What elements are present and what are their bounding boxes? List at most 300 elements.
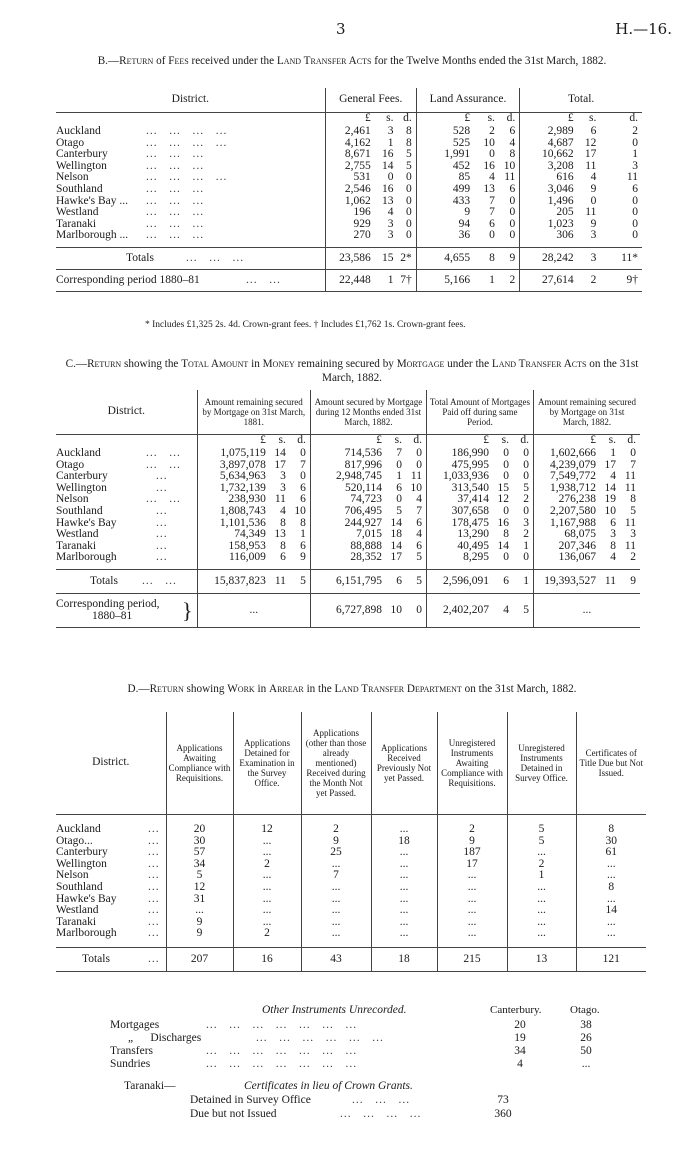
pounds: 74,723	[350, 493, 382, 506]
assurance-shillings: 8	[489, 252, 495, 265]
district-cell	[56, 230, 325, 242]
district-name: Hawke's Bay	[56, 892, 117, 905]
value-cell: ...	[507, 894, 576, 906]
value-cell: ...	[233, 882, 301, 894]
secured-during	[310, 552, 426, 564]
leader-dots: ... ... ...	[186, 252, 245, 265]
leader-dots: ...	[148, 904, 160, 917]
canterbury-value: 34	[514, 1045, 526, 1057]
value-cell: 30	[576, 836, 646, 848]
total-pounds: 3,208	[520, 161, 574, 173]
table-d-title: D.—Return showing Work in Arrear in the Land Transfer Department on the 31st March, 1882.	[127, 683, 577, 695]
col-canterbury: Canterbury.	[490, 1004, 542, 1016]
general-pence: 0	[406, 217, 412, 230]
pounds: 88,888	[350, 539, 382, 552]
pence: 5	[300, 575, 306, 588]
unit-pence: d.	[506, 112, 516, 125]
pounds: 6,151,795	[335, 575, 382, 588]
value-cell: 31	[166, 894, 233, 906]
pence: 6	[300, 481, 306, 494]
unit-row	[197, 434, 310, 448]
district-name: Canterbury	[56, 148, 108, 161]
leader-dots: ...	[156, 470, 168, 483]
secured-during	[310, 594, 426, 628]
table-row	[56, 905, 646, 917]
shillings: 1	[610, 447, 616, 459]
table-row	[56, 870, 646, 882]
value-cell: 7	[301, 870, 371, 882]
value-cell: 187	[437, 847, 507, 859]
general-shillings: 13	[381, 194, 394, 207]
district-name: Taranaki	[56, 217, 97, 230]
district-name: Otago	[56, 458, 85, 471]
shillings: 10	[604, 504, 616, 517]
district-name: Westland	[56, 206, 99, 219]
value-cell: ...	[301, 928, 371, 940]
table-row	[56, 836, 646, 848]
table-row	[56, 847, 646, 859]
pounds: £	[376, 434, 382, 447]
totals-row	[56, 248, 642, 270]
total-pence: 9†	[626, 274, 638, 287]
totals-row	[56, 948, 646, 972]
amount-1881	[197, 448, 310, 460]
blank	[56, 434, 197, 448]
pence: 6	[416, 516, 422, 529]
otago-value: 38	[580, 1019, 592, 1031]
district-name: Westland	[56, 528, 99, 541]
pounds: 1,101,536	[219, 516, 266, 529]
total-shillings: 11	[585, 206, 597, 219]
total-pence: 11*	[621, 252, 638, 265]
leader-dots: ... ... ... ...	[340, 1108, 422, 1120]
shillings: 6	[396, 575, 402, 588]
col-unreg-awaiting: Unregistered Instruments Awaiting Compliance with Requisitions.	[441, 737, 503, 788]
table-row	[56, 161, 642, 173]
total-pounds: 2,989	[520, 126, 574, 138]
shillings: 4	[503, 604, 509, 617]
pence: 7	[630, 458, 636, 471]
leader-dots: ...	[156, 516, 168, 529]
value-cell: 9	[437, 836, 507, 848]
assurance-pence: 8	[509, 148, 516, 161]
pence: 8	[300, 516, 306, 529]
shillings: 0	[396, 458, 402, 471]
assurance-shillings: 7	[489, 206, 495, 219]
leader-dots: ... ... ... ... ... ... ...	[206, 1058, 358, 1070]
leader-dots: ... ... ... ...	[146, 136, 228, 149]
general-pounds: 1,062	[325, 196, 371, 208]
pence: 9	[300, 551, 306, 564]
pence: 2	[523, 528, 529, 541]
pence: 0	[416, 458, 422, 471]
leader-dots: ...	[156, 481, 168, 494]
general-pence: 7†	[400, 274, 412, 287]
value-cell: 34	[166, 859, 233, 871]
leader-dots: ... ... ...	[146, 182, 205, 195]
shillings: 11	[274, 493, 286, 506]
col-received-previously: Applications Received Previously Not yet Passed.	[376, 742, 432, 783]
total-pence: 0	[632, 217, 638, 230]
spacer	[576, 940, 646, 948]
pence: 11	[624, 470, 636, 483]
canterbury-value: 19	[514, 1032, 526, 1044]
leader-dots: ... ... ... ... ... ... ...	[206, 1045, 358, 1057]
table-row	[56, 184, 642, 196]
value-cell: ...	[371, 894, 437, 906]
assurance-shillings: 2	[489, 125, 495, 137]
value-cell: ...	[437, 882, 507, 894]
col-district: District.	[171, 92, 210, 105]
assurance-pounds: 36	[416, 230, 470, 242]
totals-row	[56, 570, 640, 594]
total-cell: 207	[166, 948, 233, 972]
table-row	[56, 207, 642, 219]
leader-dots: ... ... ...	[146, 148, 205, 161]
unit-row	[310, 434, 426, 448]
district-name: Auckland	[56, 447, 101, 459]
total-pounds: 1,496	[520, 196, 574, 208]
value-cell: 9	[166, 928, 233, 940]
leader-dots: ... ... ...	[146, 229, 205, 242]
shillings: 14	[497, 539, 509, 552]
table-row	[56, 882, 646, 894]
shillings: 17	[604, 458, 616, 471]
leader-dots: ...	[148, 880, 160, 893]
table-b	[56, 88, 642, 292]
pence: 0	[523, 458, 529, 471]
col-amount-1882: Amount remaining secured by Mortgage on 31st March, 1882.	[537, 396, 636, 427]
leader-dots: ...	[156, 539, 168, 552]
leader-dots: ...	[156, 551, 168, 564]
shillings: 12	[497, 493, 509, 506]
pence: 2	[523, 493, 529, 506]
taranaki-label: Taranaki—	[124, 1080, 176, 1092]
table-d	[56, 712, 646, 972]
instrument-label: Sundries	[110, 1058, 151, 1070]
table-row	[56, 529, 640, 541]
secured-during	[310, 529, 426, 541]
table-b-title: B.—Return of Fees received under the Land Transfer Acts for the Twelve Months ended the 31st March, 1882.	[97, 55, 607, 67]
pounds: 7,015	[356, 528, 382, 541]
pence: 0	[630, 447, 636, 459]
assurance-shillings: 10	[483, 136, 495, 149]
leader-dots: ... ... ...	[352, 1094, 411, 1106]
value-cell: ...	[233, 870, 301, 882]
table-row	[56, 483, 640, 495]
shillings: 0	[503, 470, 509, 483]
pence: d.	[297, 434, 306, 447]
pounds: 28,352	[350, 551, 382, 564]
otago-value: ...	[581, 1058, 591, 1070]
general-shillings: 14	[381, 159, 394, 172]
col-general-fees: General Fees.	[325, 88, 416, 112]
pence: 1	[300, 528, 306, 541]
general-pounds: 23,586	[325, 248, 371, 270]
value-cell: 5	[166, 870, 233, 882]
pounds: 244,927	[344, 516, 382, 529]
general-pounds: 8,671	[325, 149, 371, 161]
pounds: 19,393,527	[544, 575, 596, 588]
shillings: 14	[274, 447, 286, 459]
pounds: £	[260, 434, 266, 447]
certificate-value: 73	[497, 1094, 509, 1106]
row-label: Totals	[90, 575, 118, 588]
district-name: Marlborough	[56, 927, 117, 940]
general-shillings: 15	[381, 252, 394, 265]
total-pence: 0	[632, 194, 638, 207]
assurance-shillings: 0	[489, 148, 495, 161]
otago-value: 50	[580, 1045, 592, 1057]
spacer	[371, 940, 437, 948]
table-row	[56, 824, 646, 836]
assurance-pounds: 85	[416, 172, 470, 184]
shillings: 15	[497, 481, 509, 494]
canterbury-value: 20	[514, 1019, 526, 1031]
unit-shillings: s.	[589, 112, 597, 125]
total-shillings: 9	[590, 182, 597, 195]
leader-dots: ...	[148, 869, 160, 882]
shillings: s.	[278, 434, 286, 447]
assurance-pence: 0	[509, 206, 516, 219]
unit-row	[533, 434, 640, 448]
value-cell: ...	[507, 905, 576, 917]
total-shillings: 2	[590, 274, 597, 287]
total-pounds: 4,687	[520, 138, 574, 150]
general-shillings: 3	[387, 125, 394, 137]
secured-during	[310, 448, 426, 460]
shillings: 4	[610, 470, 616, 483]
table-row	[56, 219, 642, 231]
total-cell: 18	[371, 948, 437, 972]
pounds: 74,349	[234, 528, 266, 541]
district-name: Hawke's Bay ...	[56, 194, 129, 207]
paid-off	[426, 594, 533, 628]
district-name: Nelson	[56, 493, 89, 506]
value-cell: 2	[437, 824, 507, 836]
paid-off	[426, 506, 533, 518]
shillings: 0	[503, 504, 509, 517]
certificate-label: Detained in Survey Office	[190, 1094, 311, 1106]
pence: 3	[523, 516, 529, 529]
value-cell: ...	[371, 905, 437, 917]
general-pence: 8	[406, 125, 412, 137]
district-cell	[56, 506, 197, 518]
value-cell: ...	[371, 824, 437, 836]
shillings: 4	[610, 551, 616, 564]
pence: 5	[416, 551, 422, 564]
total-shillings: 3	[590, 229, 597, 242]
pounds: 817,996	[344, 458, 382, 471]
general-pence: 0	[406, 194, 412, 207]
value-cell: 57	[166, 847, 233, 859]
value-cell: 2	[301, 824, 371, 836]
shillings: 6	[396, 481, 402, 494]
pence: 11	[624, 516, 636, 529]
pounds: 2,596,091	[442, 575, 489, 588]
total-pence: 0	[632, 136, 638, 149]
table-row	[56, 894, 646, 906]
district-name: Taranaki	[56, 539, 97, 552]
col-district: District.	[107, 404, 145, 417]
assurance-pence: 6	[509, 125, 516, 137]
total-pounds: 616	[520, 172, 574, 184]
leader-dots: ...	[148, 857, 160, 870]
general-pence: 5	[406, 159, 412, 172]
row-label-cell	[56, 248, 325, 270]
leader-dots: ...	[156, 528, 168, 541]
col-received-month: Applications (other than those already mentioned) Received during the Month Not yet Passed.	[305, 727, 367, 798]
shillings: 14	[604, 481, 616, 494]
assurance-pounds: 452	[416, 161, 470, 173]
pounds: 1,167,988	[550, 516, 596, 529]
amount-1881	[197, 506, 310, 518]
value-cell: 12	[166, 882, 233, 894]
blank	[56, 112, 325, 126]
leader-dots: ... ... ... ... ... ... ...	[206, 1019, 358, 1031]
amount-1881	[197, 570, 310, 594]
shillings: 4	[280, 504, 286, 517]
district-name: Otago	[56, 136, 85, 149]
general-pence: 0	[406, 229, 412, 242]
shillings: 18	[390, 528, 402, 541]
corresponding-row	[56, 270, 642, 292]
canterbury-value: 4	[517, 1058, 523, 1070]
assurance-pence: 11	[504, 171, 516, 184]
spacer	[437, 940, 507, 948]
general-shillings: 4	[387, 206, 394, 219]
pence: 0	[300, 447, 306, 459]
col-secured-during: Amount secured by Mortgage during 12 Months ended 31st March, 1882.	[314, 396, 423, 427]
district-name: Nelson	[56, 171, 89, 184]
leader-dots: ... ...	[146, 447, 181, 459]
col-land-assurance: Land Assurance.	[416, 88, 520, 112]
assurance-shillings: 4	[489, 171, 495, 184]
total-shillings: 3	[590, 252, 597, 265]
pence: 1	[523, 539, 529, 552]
unit-pounds: £	[325, 112, 371, 126]
leader-dots: ... ... ...	[146, 159, 205, 172]
district-name: Taranaki	[56, 915, 97, 928]
table-row	[56, 126, 642, 138]
value-cell: ...	[166, 905, 233, 917]
total-shillings: 9	[590, 217, 597, 230]
row-label: Totals	[82, 953, 110, 966]
pounds: 2,207,580	[550, 504, 596, 517]
value-cell: ...	[437, 870, 507, 882]
pounds: 1,938,712	[550, 481, 596, 494]
general-shillings: 3	[387, 229, 394, 242]
assurance-shillings: 7	[489, 194, 495, 207]
assurance-shillings: 0	[489, 229, 495, 242]
assurance-pence: 9	[509, 252, 516, 265]
district-name: Canterbury	[56, 470, 108, 483]
district-cell	[56, 928, 166, 940]
instrument-label: „ Discharges	[128, 1032, 202, 1044]
pounds: 4,239,079	[550, 458, 596, 471]
value-cell: 18	[371, 836, 437, 848]
district-cell	[56, 529, 197, 541]
pence: 9	[630, 575, 636, 588]
document-code: H.—16.	[615, 20, 672, 38]
unit-pence: d.	[629, 112, 638, 125]
value-cell: ...	[437, 928, 507, 940]
pounds: 186,990	[451, 447, 489, 459]
shillings: 11	[604, 575, 616, 588]
pounds: 158,953	[228, 539, 266, 552]
district-name: Otago...	[56, 834, 93, 847]
shillings: 19	[604, 493, 616, 506]
secured-during	[310, 506, 426, 518]
district-name: Southland	[56, 504, 103, 517]
amount-1882	[533, 552, 640, 564]
value-cell: 9	[301, 836, 371, 848]
assurance-pounds: 9	[416, 207, 470, 219]
pence: 0	[300, 470, 306, 483]
shillings: 11	[274, 575, 286, 588]
shillings: 14	[390, 516, 402, 529]
table-row	[56, 917, 646, 929]
value-cell: ...	[301, 917, 371, 929]
table-row	[56, 552, 640, 564]
pounds: 313,540	[451, 481, 489, 494]
spacer	[56, 940, 166, 948]
value-cell: 2	[507, 859, 576, 871]
pence: 7	[300, 458, 306, 471]
unit-pence: d.	[403, 112, 412, 125]
total-cell: 16	[233, 948, 301, 972]
shillings: 6	[280, 551, 286, 564]
leader-dots: ... ... ...	[146, 206, 205, 219]
value-cell: 20	[166, 824, 233, 836]
general-shillings: 16	[381, 182, 394, 195]
pounds: 40,495	[457, 539, 489, 552]
general-shillings: 3	[387, 217, 394, 230]
shillings: 6	[610, 516, 616, 529]
general-pounds: 270	[325, 230, 371, 242]
general-pounds: 2,461	[325, 126, 371, 138]
assurance-pence: 10	[503, 159, 516, 172]
pence: 10	[294, 504, 306, 517]
shillings: s.	[608, 434, 616, 447]
leader-dots: ... ...	[146, 493, 181, 506]
value-cell: ...	[576, 870, 646, 882]
total-cell: 43	[301, 948, 371, 972]
pounds: 1,602,666	[550, 447, 596, 459]
pounds: 136,067	[558, 551, 596, 564]
district-name: Wellington	[56, 159, 107, 172]
table-row	[56, 541, 640, 553]
spacer	[166, 940, 233, 948]
assurance-pence: 2	[509, 274, 516, 287]
assurance-shillings: 13	[483, 182, 495, 195]
pounds: 238,930	[228, 493, 266, 506]
shillings: 6	[503, 575, 509, 588]
page-number: 3	[336, 20, 346, 38]
pence: 1	[523, 575, 529, 588]
assurance-pence: 0	[509, 194, 516, 207]
pounds: 15,837,823	[214, 575, 266, 588]
value-cell: ...	[371, 870, 437, 882]
shillings: 16	[497, 516, 509, 529]
shillings: 13	[274, 528, 286, 541]
unit-shillings: s.	[487, 112, 495, 125]
other-instruments-title: Other Instruments Unrecorded.	[262, 1004, 407, 1016]
total-pounds: 3,046	[520, 184, 574, 196]
general-pounds: 929	[325, 219, 371, 231]
table-row	[56, 230, 642, 242]
total-pence: 3	[632, 159, 638, 172]
